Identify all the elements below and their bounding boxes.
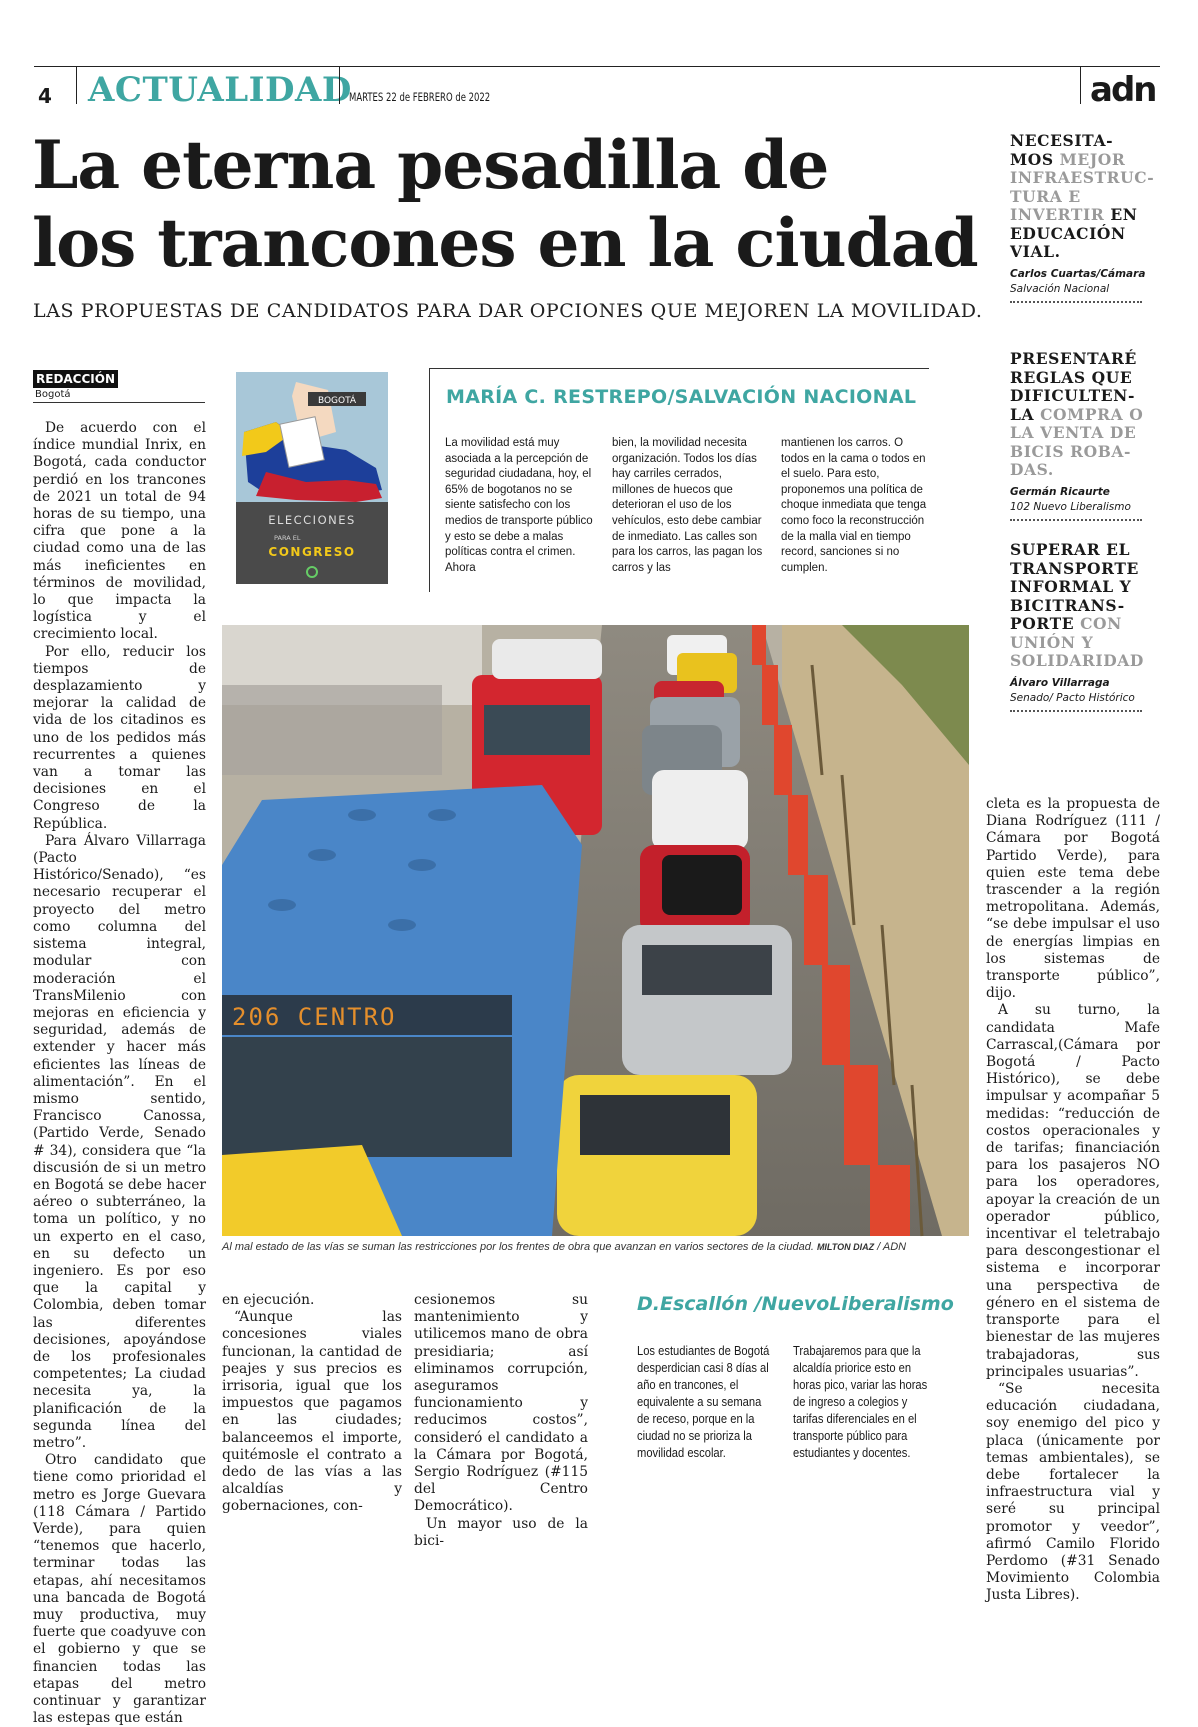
bus-route-sign: 206 CENTRO: [232, 1003, 397, 1031]
byline-location: Bogotá: [35, 389, 71, 400]
escallon-box-column: Los estudiantes de Bogotá desperdician casi 8 días al año en trancones, el equivalente a su semana de receso, porque en la ciudad no se prioriza la movilidad escolar.: [637, 1343, 770, 1460]
traffic-photo: [222, 625, 969, 1236]
dotted-divider: [1010, 301, 1142, 303]
badge-line1: ELECCIONES: [268, 513, 356, 527]
quote-party: Salvación Nacional: [1010, 282, 1110, 295]
header-divider: [76, 66, 77, 104]
paragraph: A su turno, la candidata Mafe Carrascal,(Cámara por Bogotá / Pacto Histórico), se debe impulsar y acompañar 5 medidas: “reducción de costos operacionales y de tarifas; financiación para los pasajeros NO para los operadores, apoyar la creación de un operador público, incentivar el teletrabajo para descongestionar el sistema e incorporar una perspectiva de género en el sistema de transporte para el bienestar de las mujeres trabajadoras, sus principales usuarias”.: [986, 1002, 1160, 1380]
badge-line3: CONGRESO: [268, 545, 356, 559]
paragraph: Para Álvaro Villarraga (Pacto Histórico/Senado), “es necesario recuperar el proyecto del metro como columna del sistema integral, modular con moderación el TransMilenio con mejoras en eficiencia y seguridad, además de extender y hacer más eficientes las líneas de alimentación”. En el mismo sentido, Francisco Canossa, (Partido Verde, Senado # 34), considera que “la discusión de si un metro en Bogotá se debe hacer aéreo o subterráneo, la toma un político, y no un experto en el caso, en su defecto un ingeniero. Es por eso que la capital y Colombia, deben tomar las diferentes decisiones, apoyándose de los profesionales competentes; La ciudad necesita ya, la planificación de la segunda línea del metro”.: [33, 832, 206, 1451]
side-quote: PRESENTARÉ REGLAS QUE DIFICULTEN-LA COMPRA O LA VENTA DE BICIS ROBA-DAS. Germán Ricaurte 102 Nuevo Liberalismo: [1010, 350, 1150, 521]
paragraph: “Se necesita educación ciudadana, soy enemigo del pico y placa (únicamente por temas ambientales), se debe fortalecer la infraestructura vial y seré su principal promotor y veedor”, afirmó Camilo Florido Perdomo (#31 Senado Movimiento Colombia Justa Libres).: [986, 1380, 1160, 1604]
quote-box-column: bien, la movilidad necesita organización. Todos los días hay carriles cerrados, millones de huecos que deterioran el uso de los vehículos, esto debe cambiar de inmediato. Las calles son para los carros, las pagan los carros y las: [612, 437, 763, 574]
issue-date: MARTES 22 de FEBRERO de 2022: [349, 90, 491, 104]
headline-line: los trancones en la ciudad: [32, 204, 978, 282]
headline: [32, 126, 982, 282]
escallon-box-column: Trabajaremos para que la alcaldía priorice esto en horas pico, variar las horas de ingreso a colegios y tarifas diferenciales en el transporte público para estudiantes y docentes.: [793, 1343, 928, 1460]
body-column-2: [222, 1292, 402, 1516]
body-column-1: [33, 420, 206, 1727]
byline-rule: [33, 402, 205, 403]
badge-tag: BOGOTÁ: [317, 396, 357, 406]
body-column-4: [986, 796, 1160, 1605]
header-divider: [339, 66, 340, 104]
byline-author: REDACCIÓN: [33, 370, 118, 388]
paragraph: cleta es la propuesta de Diana Rodríguez (111 / Cámara por Bogotá Partido Verde), para quien este tema debe trascender a la región metropolitana. Además, “se debe impulsar el uso de energías limpias en los sistemas de transporte público”, dijo.: [986, 796, 1160, 1002]
adn-logo: adn: [1090, 70, 1156, 110]
quote-author: Germán Ricaurte: [1010, 485, 1110, 498]
quote-author: Carlos Cuartas/Cámara: [1010, 267, 1146, 280]
quote-box-column: mantienen los carros. O todos en la cama o todos en el suelo. Para esto, proponemos una política de choque inmediata que tenga como foco la reconstrucción de la malla vial en tiempo record, sanciones si no cumplen.: [781, 437, 927, 574]
side-quote: NECESITA-MOS MEJOR INFRAESTRUC-TURA E INVERTIR EN EDUCACIÓN VIAL. Carlos Cuartas/Cámara Salvación Nacional: [1010, 132, 1150, 303]
traffic-jam-illustration: [222, 625, 969, 1236]
header-rule: [34, 66, 1160, 67]
paragraph: Un mayor uso de la bici-: [414, 1515, 588, 1549]
headline-line: La eterna pesadilla de: [32, 126, 829, 204]
section-title: ACTUALIDAD: [88, 70, 352, 110]
escallon-box-title: D.Escallón /NuevoLiberalismo: [637, 1293, 954, 1315]
page-number: 4: [38, 84, 52, 108]
paragraph: cesionemos su mantenimiento y utilicemos mano de obra presidiaria; así eliminamos corrupción, aseguramos funcionamiento y reducimos costos”, consideró el candidato a la Cámara por Bogotá, Sergio Rodríguez (#115 del Centro Democrático).: [414, 1292, 588, 1515]
elections-badge: [236, 372, 388, 584]
dotted-divider: [1010, 519, 1142, 521]
quote-party: 102 Nuevo Liberalismo: [1010, 500, 1131, 513]
paragraph: De acuerdo con el índice mundial Inrix, en Bogotá, cada conductor perdió en los trancones de 2021 un total de 94 horas de su tiempo, una cifra que pone a la ciudad como una de las más ineficientes en términos de movilidad, lo que impacta la logística y el crecimiento local.: [33, 420, 206, 643]
deck: LAS PROPUESTAS DE CANDIDATOS PARA DAR OPCIONES QUE MEJOREN LA MOVILIDAD.: [33, 300, 983, 322]
ballot-map-icon: [236, 372, 388, 584]
body-column-3: [414, 1292, 588, 1550]
quote-box-column: La movilidad está muy asociada a la percepción de seguridad ciudadana, hoy, el 65% de bogotanos no se siente satisfecho con los medios de transporte público y esto se debe a malas políticas contra el crimen. Ahora: [445, 437, 593, 574]
paragraph: en ejecución.: [222, 1292, 315, 1308]
photo-credit: MILTON DIAZ: [816, 1242, 875, 1252]
paragraph: “Aunque las concesiones viales funcionan, la cantidad de peajes y sus precios es irrisoria, igual que los impuestos que pagamos en las ciudades; balanceemos el importe, quitémosle el contrato a dedo de las vías a las alcaldías y gobernaciones, con-: [222, 1309, 402, 1515]
header-divider: [1080, 66, 1081, 104]
dotted-divider: [1010, 710, 1142, 712]
quote-box-title: MARÍA C. RESTREPO/SALVACIÓN NACIONAL: [446, 386, 917, 408]
paragraph: Por ello, reducir los tiempos de desplazamiento y mejorar la calidad de vida de los citadinos es uno de los pedidos más recurrentes a quienes van a tomar las decisiones en el Congreso de la República.: [33, 643, 206, 832]
quote-author: Álvaro Villarraga: [1010, 676, 1110, 689]
badge-line2: PARA EL: [274, 534, 301, 542]
paragraph: Otro candidato que tiene como prioridad el metro es Jorge Guevara (118 Cámara / Partido Verde), para quien “tenemos que hacerlo, terminar todas las etapas, ahí necesitamos una bancada de Bogotá muy productiva, muy fuerte que coadyuve con el gobierno y que se financien todas las etapas del metro continuar y garantizar las estepas que están: [33, 1452, 206, 1727]
quote-party: Senado/ Pacto Histórico: [1010, 691, 1135, 704]
side-quote: SUPERAR EL TRANSPORTE INFORMAL Y BICITRANS-PORTE CON UNIÓN Y SOLIDARIDAD Álvaro Villarraga Senado/ Pacto Histórico: [1010, 541, 1150, 712]
photo-caption: Al mal estado de las vías se suman las restricciones por los frentes de obra que avanzan en varios sectores de la ciudad. MILTON DIAZ / ADN: [222, 1241, 907, 1253]
